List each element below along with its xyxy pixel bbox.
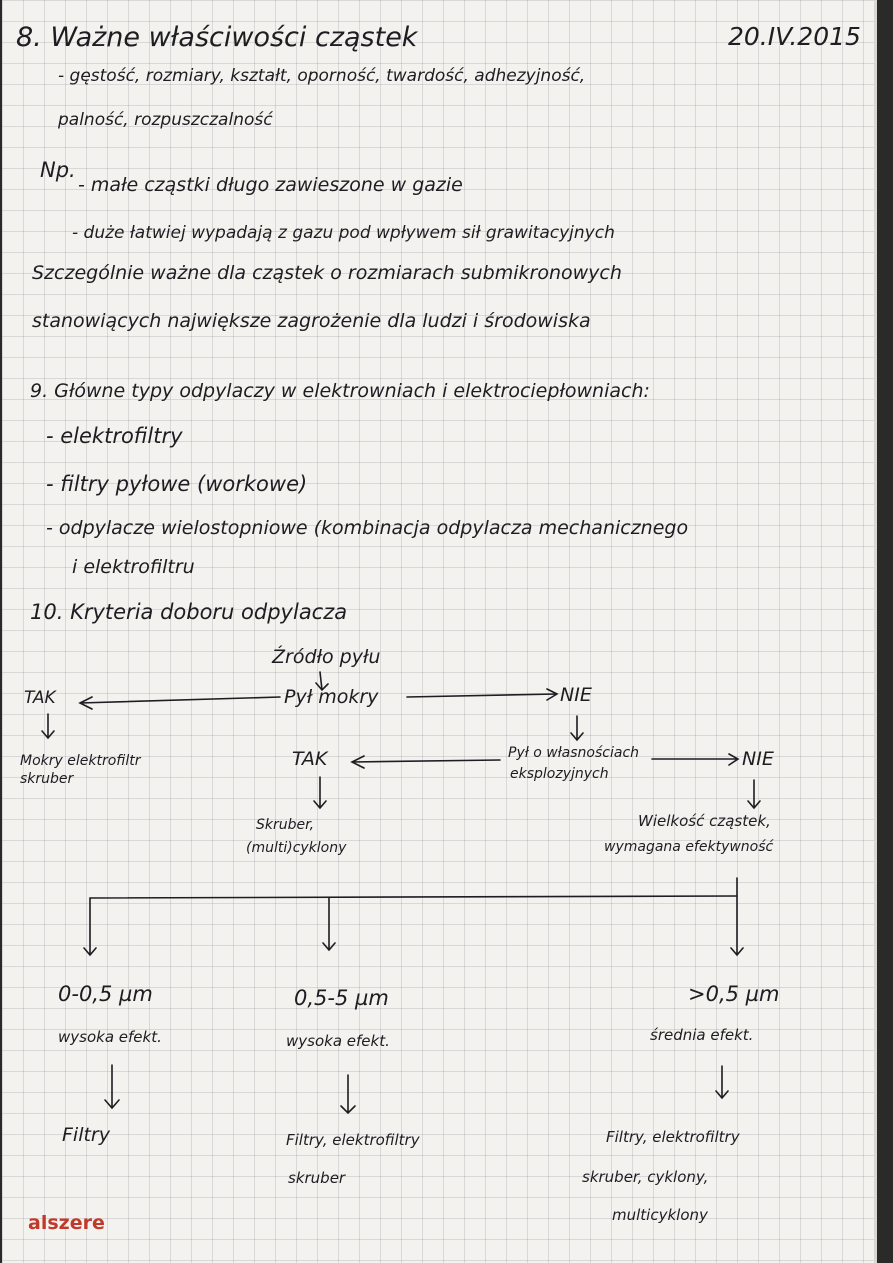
branch-2-result-1: Filtry, elektrofiltry [286,1131,420,1149]
branch-3-result-3: multicyklony [612,1206,708,1224]
flow-wet-result-1: Mokry elektrofiltr [20,753,141,769]
flow-explosive-1: Pył o własnościach [508,745,640,761]
flow-size-2: wymagana efektywność [604,839,774,855]
branch-1-range: 0-0,5 µm [58,982,153,1006]
flow-tak-2: TAK [292,748,328,770]
flow-explosive-2: eksplozyjnych [510,766,609,782]
flow-nie-1: NIE [560,684,592,706]
section-8-line-1: - gęstość, rozmiary, kształt, oporność, twardość, adhezyjność, [58,66,586,86]
notebook-page [2,0,877,1263]
flow-tak-2-result-2: (multi)cyklony [246,840,347,856]
branch-2-result-2: skruber [288,1169,346,1187]
branch-1-result: Filtry [62,1124,110,1146]
branch-1-efficiency: wysoka efekt. [58,1028,162,1046]
example-line-1: - małe cząstki długo zawieszone w gazie [78,174,463,196]
flow-size-1: Wielkość cząstek, [638,812,771,830]
branch-2-range: 0,5-5 µm [294,986,389,1010]
branch-3-range: >0,5 µm [688,982,780,1006]
flow-tak-2-result-1: Skruber, [256,817,315,833]
branch-3-efficiency: średnia efekt. [650,1026,754,1044]
section-9-item-2: - filtry pyłowe (workowe) [46,472,308,496]
example-line-2: - duże łatwiej wypadają z gazu pod wpływem sił grawitacyjnych [72,223,615,243]
section-9-title: 9. Główne typy odpylaczy w elektrowniach i elektrociepłowniach: [30,380,650,402]
flow-wet-dust: Pył mokry [284,686,379,708]
section-10-title: 10. Kryteria doboru odpylacza [30,600,348,624]
branch-3-result-1: Filtry, elektrofiltry [606,1128,740,1146]
flow-tak-1: TAK [24,688,56,708]
page-date: 20.IV.2015 [728,22,861,51]
section-9-item-4: i elektrofiltru [72,556,195,578]
note-line-2: stanowiących największe zagrożenie dla ludzi i środowiska [32,310,591,332]
section-8-line-2: palność, rozpuszczalność [58,110,273,130]
section-8-title: 8. Ważne właściwości cząstek [16,22,418,53]
flow-source: Źródło pyłu [272,646,381,668]
section-9-item-3: - odpylacze wielostopniowe (kombinacja odpylacza mechanicznego [46,517,689,539]
branch-2-efficiency: wysoka efekt. [286,1032,390,1050]
flow-wet-result-2: skruber [20,771,74,787]
section-9-item-1: - elektrofiltry [46,424,183,448]
note-line-1: Szczególnie ważne dla cząstek o rozmiarach submikronowych [32,262,622,284]
branch-3-result-2: skruber, cyklony, [582,1168,709,1186]
watermark: alszere [28,1212,105,1234]
flow-nie-2: NIE [742,748,774,770]
example-label: Np. [40,158,76,182]
